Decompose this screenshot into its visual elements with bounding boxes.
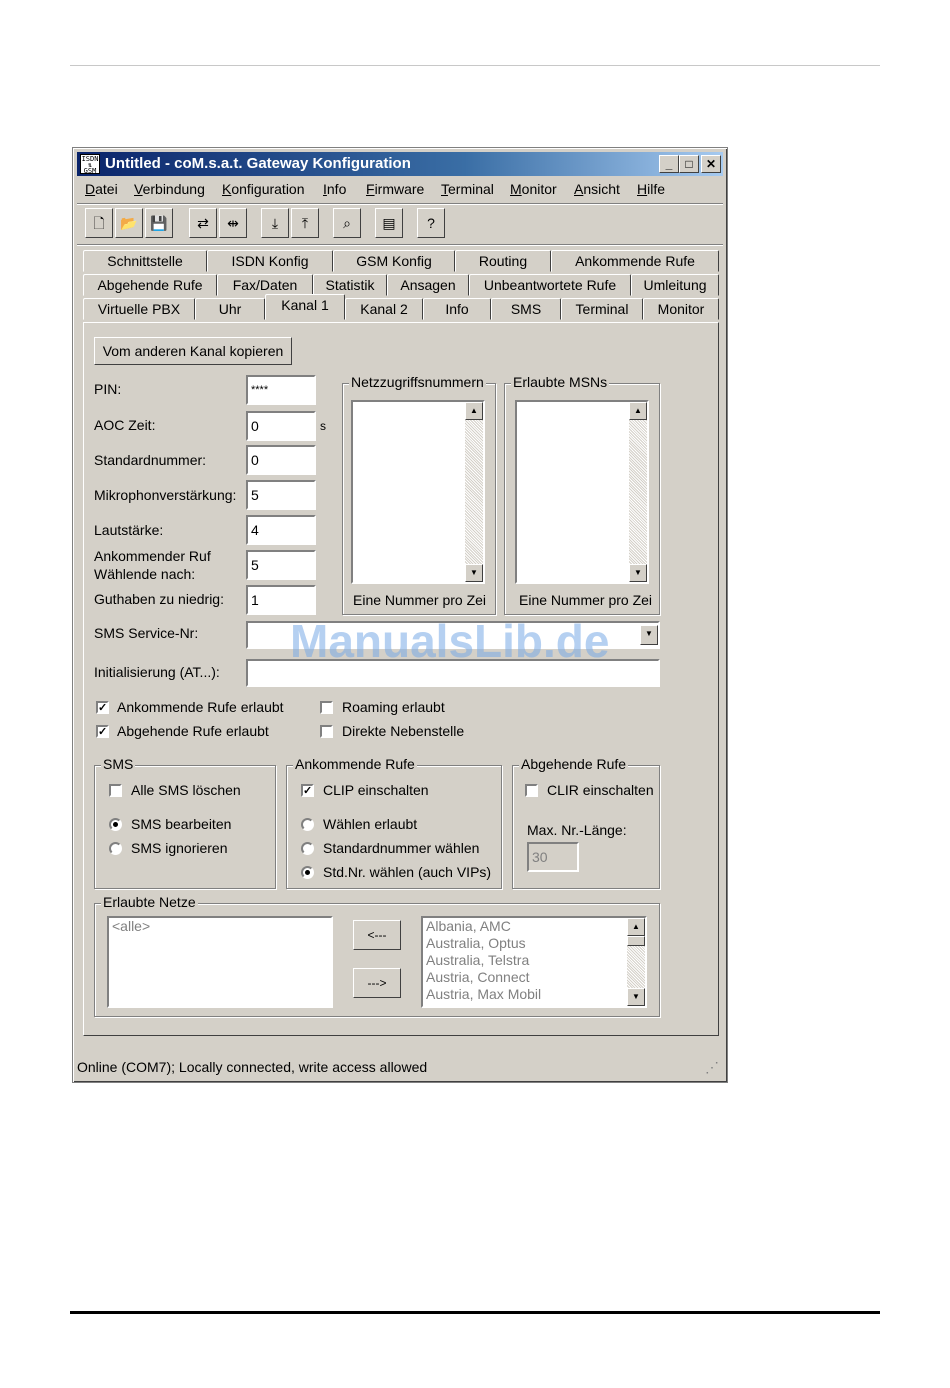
tab-kanal-1[interactable]: Kanal 1 bbox=[265, 294, 345, 320]
scroll-up-icon[interactable]: ▲ bbox=[465, 402, 483, 420]
scroll-down-icon[interactable]: ▼ bbox=[627, 988, 645, 1006]
list-item[interactable]: <alle> bbox=[112, 918, 151, 934]
clir-label: CLIR einschalten bbox=[547, 782, 654, 798]
scroll-down-icon[interactable]: ▼ bbox=[465, 564, 483, 582]
list-item[interactable]: Australia, Telstra bbox=[426, 952, 530, 968]
page-bottom-rule bbox=[70, 1311, 880, 1314]
connect-icon[interactable]: ⇄ bbox=[189, 208, 217, 238]
netzzugriffsnummern-scrollbar[interactable] bbox=[465, 402, 483, 582]
search-icon[interactable]: ⌕ bbox=[333, 208, 361, 238]
scroll-thumb[interactable] bbox=[627, 936, 645, 946]
ankommende-rufe-group bbox=[286, 756, 502, 889]
read-icon[interactable]: ⤓ bbox=[261, 208, 289, 238]
erlaubte-msns-title: Erlaubte MSNs bbox=[513, 374, 608, 390]
tab-terminal[interactable]: Terminal bbox=[561, 298, 643, 320]
tab-schnittstelle[interactable]: Schnittstelle bbox=[83, 250, 207, 272]
menu-verbindung[interactable]: Verbindung bbox=[134, 181, 205, 197]
netzzugriffsnummern-group bbox=[342, 374, 496, 615]
guthaben-label: Guthaben zu niedrig: bbox=[94, 591, 224, 607]
list-item[interactable]: Austria, Connect bbox=[426, 969, 530, 985]
menu-separator bbox=[77, 203, 723, 205]
status-text: Online (COM7); Locally connected, write access allowed bbox=[77, 1059, 428, 1075]
minimize-button[interactable]: _ bbox=[659, 155, 679, 173]
copy-from-other-channel-button[interactable]: Vom anderen Kanal kopieren bbox=[94, 337, 292, 365]
abgehende-rufe-erlaubt-checkbox[interactable]: ✓ bbox=[98, 726, 108, 738]
standardnummer-waehlen-label: Standardnummer wählen bbox=[323, 840, 480, 856]
available-networks-scrollbar[interactable] bbox=[627, 918, 645, 1006]
aoc-unit: s bbox=[320, 419, 326, 433]
page-top-rule bbox=[70, 65, 880, 66]
watermark: ManualsLib.de bbox=[290, 615, 610, 667]
erlaubte-msns-hint: Eine Nummer pro Zei bbox=[519, 592, 653, 608]
menu-ansicht[interactable]: Ansicht bbox=[574, 181, 620, 197]
menu-konfiguration[interactable]: Konfiguration bbox=[222, 181, 305, 197]
menu-terminal[interactable]: Terminal bbox=[441, 181, 494, 197]
std-nr-waehlen-vips-label: Std.Nr. wählen (auch VIPs) bbox=[323, 864, 492, 880]
tab-ansagen[interactable]: Ansagen bbox=[387, 274, 469, 296]
list-item[interactable]: Albania, AMC bbox=[426, 918, 511, 934]
alle-sms-loeschen-label: Alle SMS löschen bbox=[131, 782, 241, 798]
tab-ankommende-rufe[interactable]: Ankommende Rufe bbox=[551, 250, 719, 272]
tab-info[interactable]: Info bbox=[423, 298, 491, 320]
ankommende-rufe-group-title: Ankommende Rufe bbox=[295, 756, 415, 772]
scroll-up-icon[interactable]: ▲ bbox=[629, 402, 647, 420]
tab-routing[interactable]: Routing bbox=[455, 250, 551, 272]
standardnummer-input[interactable] bbox=[246, 445, 316, 475]
standardnummer-waehlen-radio[interactable] bbox=[301, 842, 314, 855]
sms-bearbeiten-label: SMS bearbeiten bbox=[131, 816, 232, 832]
available-networks-list[interactable] bbox=[421, 916, 647, 1008]
tab-gsm-konfig[interactable]: GSM Konfig bbox=[333, 250, 455, 272]
sms-ignorieren-radio[interactable] bbox=[109, 842, 122, 855]
save-icon[interactable]: 💾 bbox=[145, 208, 173, 238]
new-icon[interactable]: 🗋 bbox=[85, 208, 113, 238]
sms-group-title: SMS bbox=[103, 756, 134, 772]
window-title: Untitled - coM.s.a.t. Gateway Konfiguration bbox=[105, 155, 411, 172]
erlaubte-netze-title: Erlaubte Netze bbox=[103, 894, 196, 910]
kanal-1-panel bbox=[83, 322, 719, 1036]
tab-kanal-2[interactable]: Kanal 2 bbox=[345, 298, 423, 320]
help-icon[interactable]: ? bbox=[417, 208, 445, 238]
erlaubte-netze-group bbox=[94, 894, 660, 1017]
list-item[interactable]: Austria, Max Mobil bbox=[426, 986, 542, 1002]
alle-sms-loeschen-checkbox[interactable] bbox=[109, 784, 122, 797]
selected-networks-list[interactable] bbox=[107, 916, 333, 1008]
tab-virtuelle-pbx[interactable]: Virtuelle PBX bbox=[83, 298, 195, 320]
aoc-label: AOC Zeit: bbox=[94, 417, 156, 433]
mikrophon-input[interactable] bbox=[246, 480, 316, 510]
menu-datei[interactable]: Datei bbox=[85, 181, 118, 197]
menu-info[interactable]: Info bbox=[323, 181, 347, 197]
waehlen-erlaubt-label: Wählen erlaubt bbox=[323, 816, 418, 832]
guthaben-input[interactable] bbox=[246, 585, 316, 615]
maximize-button[interactable]: □ bbox=[679, 155, 699, 173]
clip-label: CLIP einschalten bbox=[323, 782, 429, 798]
remove-network-button[interactable]: <--- bbox=[353, 920, 401, 950]
gsm-signal-icon[interactable]: ▤ bbox=[375, 208, 403, 238]
menu-firmware[interactable]: Firmware bbox=[366, 181, 425, 197]
erlaubte-msns-scrollbar[interactable] bbox=[629, 402, 647, 582]
clir-checkbox[interactable] bbox=[525, 784, 538, 797]
roaming-label: Roaming erlaubt bbox=[342, 699, 445, 715]
erlaubte-msns-group bbox=[504, 374, 660, 615]
waehlende-nach-label: Wählende nach: bbox=[94, 566, 196, 582]
scroll-down-icon[interactable]: ▼ bbox=[629, 564, 647, 582]
tab-abgehende-rufe[interactable]: Abgehende Rufe bbox=[83, 274, 217, 296]
menu-bar bbox=[77, 178, 723, 202]
tab-unbeantwortete-rufe[interactable]: Unbeantwortete Rufe bbox=[469, 274, 631, 296]
tab-sms[interactable]: SMS bbox=[491, 298, 561, 320]
netzzugriffsnummern-title: Netzzugriffsnummern bbox=[351, 374, 484, 390]
disconnect-icon[interactable]: ⇹ bbox=[219, 208, 247, 238]
netzzugriffsnummern-list[interactable] bbox=[351, 400, 485, 584]
direkte-nebenstelle-checkbox[interactable] bbox=[320, 725, 333, 738]
menu-monitor[interactable]: Monitor bbox=[510, 181, 557, 197]
resize-grip-icon[interactable]: ⋰ bbox=[705, 1059, 719, 1075]
mikrophon-label: Mikrophonverstärkung: bbox=[94, 487, 237, 503]
close-button[interactable]: ✕ bbox=[701, 155, 721, 173]
initialisierung-label: Initialisierung (AT...): bbox=[94, 664, 220, 680]
roaming-checkbox[interactable] bbox=[320, 701, 333, 714]
tab-isdn-konfig[interactable]: ISDN Konfig bbox=[207, 250, 333, 272]
title-bar bbox=[77, 152, 723, 176]
add-network-button[interactable]: ---> bbox=[353, 968, 401, 998]
sms-bearbeiten-radio[interactable] bbox=[109, 818, 122, 831]
standardnummer-label: Standardnummer: bbox=[94, 452, 207, 468]
tab-fax-daten[interactable]: Fax/Daten bbox=[217, 274, 313, 296]
clip-checkbox[interactable]: ✓ bbox=[303, 785, 313, 797]
toolbar bbox=[79, 208, 459, 242]
pin-label: PIN: bbox=[94, 381, 122, 397]
chevron-down-icon[interactable]: ▼ bbox=[640, 625, 658, 645]
lautstaerke-label: Lautstärke: bbox=[94, 522, 164, 538]
open-icon[interactable]: 📂 bbox=[115, 208, 143, 238]
abgehende-rufe-group-title: Abgehende Rufe bbox=[521, 756, 627, 772]
write-icon[interactable]: ⤒ bbox=[291, 208, 319, 238]
scroll-up-icon[interactable]: ▲ bbox=[627, 918, 645, 936]
erlaubte-msns-list[interactable] bbox=[515, 400, 649, 584]
ankommender-ruf-label: Ankommender Ruf bbox=[94, 548, 211, 564]
direkte-nebenstelle-label: Direkte Nebenstelle bbox=[342, 723, 465, 739]
tab-uhr[interactable]: Uhr bbox=[195, 298, 265, 320]
sms-ignorieren-label: SMS ignorieren bbox=[131, 840, 228, 856]
menu-hilfe[interactable]: Hilfe bbox=[637, 181, 666, 197]
list-item[interactable]: Australia, Optus bbox=[426, 935, 526, 951]
abgehende-rufe-group bbox=[512, 756, 660, 889]
ankommende-rufe-erlaubt-label: Ankommende Rufe erlaubt bbox=[117, 699, 284, 715]
tab-monitor[interactable]: Monitor bbox=[643, 298, 719, 320]
toolbar-separator bbox=[77, 244, 723, 246]
abgehende-rufe-erlaubt-label: Abgehende Rufe erlaubt bbox=[117, 723, 269, 739]
sms-service-label: SMS Service-Nr: bbox=[94, 625, 199, 641]
app-icon: ISDN ⇅ GSM bbox=[81, 155, 99, 175]
max-nr-laenge-label: Max. Nr.-Länge: bbox=[527, 822, 627, 838]
aoc-input[interactable] bbox=[246, 411, 316, 441]
std-nr-waehlen-vips-radio[interactable] bbox=[301, 866, 314, 879]
tab-statistik[interactable]: Statistik bbox=[313, 274, 387, 296]
pin-input[interactable] bbox=[246, 375, 316, 405]
status-bar bbox=[77, 1056, 723, 1078]
sms-group bbox=[94, 756, 276, 889]
ankommende-rufe-erlaubt-checkbox[interactable]: ✓ bbox=[98, 702, 108, 714]
lautstaerke-input[interactable] bbox=[246, 515, 316, 545]
tab-umleitung[interactable]: Umleitung bbox=[631, 274, 719, 296]
max-nr-laenge-input bbox=[527, 842, 579, 872]
waehlen-erlaubt-radio[interactable] bbox=[301, 818, 314, 831]
netzzugriffsnummern-hint: Eine Nummer pro Zei bbox=[353, 592, 487, 608]
waehlende-nach-input[interactable] bbox=[246, 550, 316, 580]
